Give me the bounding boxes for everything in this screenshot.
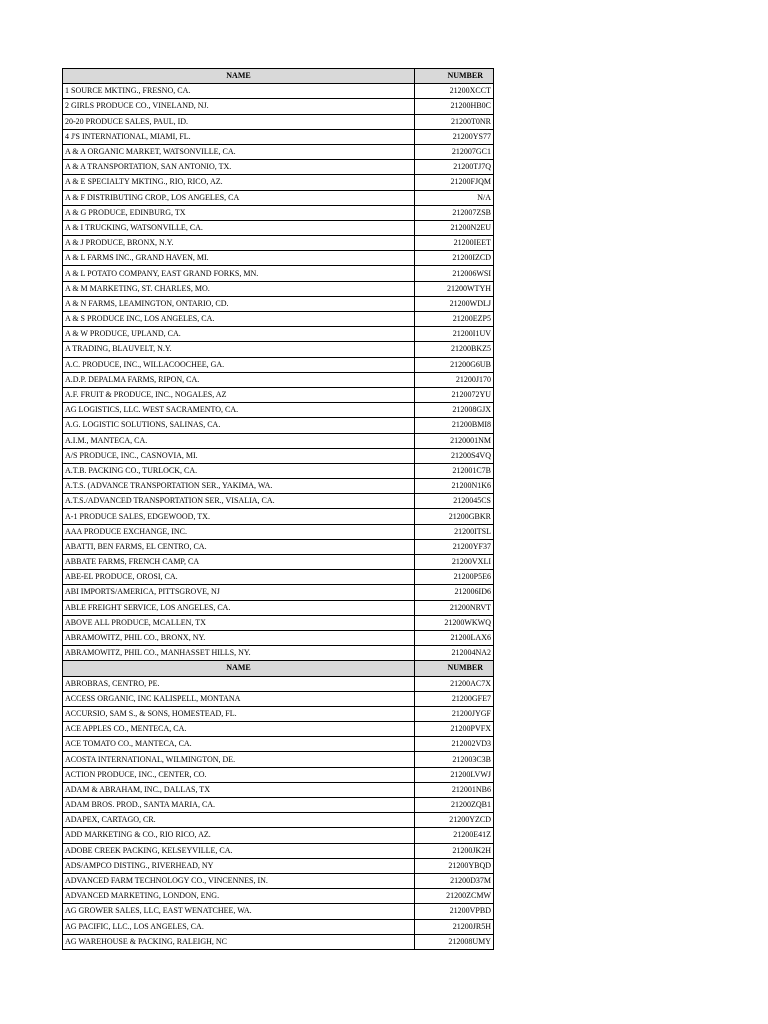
company-number-cell: 21200VPBD (415, 904, 494, 919)
company-name-cell: ADD MARKETING & CO., RIO RICO, AZ. (63, 828, 415, 843)
company-name-cell: A & E SPECIALTY MKTING., RIO, RICO, AZ. (63, 175, 415, 190)
table-row (63, 919, 494, 934)
company-name-cell: ABRAMOWITZ, PHIL CO., MANHASSET HILLS, NY. (63, 646, 415, 661)
table-row (63, 585, 494, 600)
table-row (63, 251, 494, 266)
company-name-cell: A & L POTATO COMPANY, EAST GRAND FORKS, MN. (63, 266, 415, 281)
company-number-cell: 21200GFE7 (415, 691, 494, 706)
company-name-cell: 1 SOURCE MKTING., FRESNO, CA. (63, 84, 415, 99)
table-row (63, 236, 494, 251)
company-number-cell: 21200T0NR (415, 114, 494, 129)
table-row (63, 160, 494, 175)
company-name-cell: A & M MARKETING, ST. CHARLES, MO. (63, 281, 415, 296)
company-name-cell: ADOBE CREEK PACKING, KELSEYVILLE, CA. (63, 843, 415, 858)
company-number-cell: 21200WKWQ (415, 615, 494, 630)
company-number-cell: 2120072YU (415, 387, 494, 402)
company-name-cell: AG PACIFIC, LLC., LOS ANGELES, CA. (63, 919, 415, 934)
company-name-cell: ABROBRAS, CENTRO, PE. (63, 676, 415, 691)
table-row (63, 509, 494, 524)
table-row (63, 873, 494, 888)
company-number-cell: 21200HB0C (415, 99, 494, 114)
table-row (63, 205, 494, 220)
company-name-cell: AG LOGISTICS, LLC. WEST SACRAMENTO, CA. (63, 403, 415, 418)
company-number-cell: 21200EZP5 (415, 312, 494, 327)
company-name-cell: A TRADING, BLAUVELT, N.Y. (63, 342, 415, 357)
company-number-cell: 212007GC1 (415, 144, 494, 159)
company-number-cell: 21200XCCT (415, 84, 494, 99)
table-row (63, 813, 494, 828)
table-row (63, 144, 494, 159)
header-row (63, 661, 494, 676)
company-number-cell: 21200WTYH (415, 281, 494, 296)
table-row (63, 114, 494, 129)
company-number-cell: 21200PVFX (415, 722, 494, 737)
table-row (63, 99, 494, 114)
table-row (63, 630, 494, 645)
table-row (63, 752, 494, 767)
header-row (63, 69, 494, 84)
table-row (63, 615, 494, 630)
company-name-cell: ADVANCED FARM TECHNOLOGY CO., VINCENNES, IN. (63, 873, 415, 888)
table-row (63, 296, 494, 311)
company-name-cell: ABATTI, BEN FARMS, EL CENTRO, CA. (63, 539, 415, 554)
company-number-cell: 21200VXLI (415, 555, 494, 570)
company-name-cell: ADS/AMPCO DISTING., RIVERHEAD, NY (63, 858, 415, 873)
company-number-cell: 21200IZCD (415, 251, 494, 266)
company-number-cell: 21200JK2H (415, 843, 494, 858)
company-name-cell: A & G PRODUCE, EDINBURG, TX (63, 205, 415, 220)
company-name-cell: A.F. FRUIT & PRODUCE, INC., NOGALES, AZ (63, 387, 415, 402)
table-row (63, 387, 494, 402)
company-number-cell: 2120045CS (415, 494, 494, 509)
company-number-cell: 21200D37M (415, 873, 494, 888)
name-column-header: NAME (63, 69, 415, 84)
company-name-cell: A.C. PRODUCE, INC., WILLACOOCHEE, GA. (63, 357, 415, 372)
company-name-cell: 4 J'S INTERNATIONAL, MIAMI, FL. (63, 129, 415, 144)
table-row (63, 403, 494, 418)
company-number-cell: 212008GJX (415, 403, 494, 418)
table-row (63, 737, 494, 752)
table-row (63, 84, 494, 99)
number-column-header: NUMBER (415, 69, 494, 84)
company-number-cell: 212008UMY (415, 934, 494, 949)
company-name-cell: ABLE FREIGHT SERVICE, LOS ANGELES, CA. (63, 600, 415, 615)
company-number-cell: 21200P5E6 (415, 570, 494, 585)
company-name-cell: ACE TOMATO CO., MANTECA, CA. (63, 737, 415, 752)
company-number-cell: 212007ZSB (415, 205, 494, 220)
company-name-cell: ABE-EL PRODUCE, OROSI, CA. (63, 570, 415, 585)
company-number-cell: 21200N1K6 (415, 479, 494, 494)
table-row (63, 266, 494, 281)
company-number-cell: 21200S4VQ (415, 448, 494, 463)
table-row (63, 767, 494, 782)
company-name-cell: A-1 PRODUCE SALES, EDGEWOOD, TX. (63, 509, 415, 524)
company-number-cell: 21200TJ7Q (415, 160, 494, 175)
table-row (63, 889, 494, 904)
company-name-cell: ACCURSIO, SAM S., & SONS, HOMESTEAD, FL. (63, 706, 415, 721)
table-row (63, 539, 494, 554)
table-row (63, 706, 494, 721)
company-number-cell: 212006ID6 (415, 585, 494, 600)
company-name-cell: ACCESS ORGANIC, INC KALISPELL, MONTANA (63, 691, 415, 706)
company-name-cell: ABOVE ALL PRODUCE, MCALLEN, TX (63, 615, 415, 630)
name-column-header: NAME (63, 661, 415, 676)
table-row (63, 312, 494, 327)
table-row (63, 798, 494, 813)
company-name-cell: ADAM & ABRAHAM, INC., DALLAS, TX (63, 782, 415, 797)
table-row (63, 418, 494, 433)
produce-directory-table (62, 68, 494, 950)
company-number-cell: 21200E41Z (415, 828, 494, 843)
company-number-cell: 21200JR5H (415, 919, 494, 934)
table-row (63, 357, 494, 372)
company-name-cell: A.D.P. DEPALMA FARMS, RIPON, CA. (63, 372, 415, 387)
table-row (63, 342, 494, 357)
company-number-cell: 21200FJQM (415, 175, 494, 190)
company-number-cell: 2120001NM (415, 433, 494, 448)
company-name-cell: ACTION PRODUCE, INC., CENTER, CO. (63, 767, 415, 782)
table-row (63, 479, 494, 494)
table-row (63, 600, 494, 615)
company-name-cell: A/S PRODUCE, INC., CASNOVIA, MI. (63, 448, 415, 463)
company-name-cell: ADVANCED MARKETING, LONDON, ENG. (63, 889, 415, 904)
number-column-header: NUMBER (415, 661, 494, 676)
company-name-cell: AAA PRODUCE EXCHANGE, INC. (63, 524, 415, 539)
company-number-cell: 21200ZQB1 (415, 798, 494, 813)
table-row (63, 372, 494, 387)
company-number-cell: 21200YZCD (415, 813, 494, 828)
table-row (63, 843, 494, 858)
table-row (63, 190, 494, 205)
table-row (63, 722, 494, 737)
company-name-cell: A & I TRUCKING, WATSONVILLE, CA. (63, 220, 415, 235)
company-name-cell: ADAPEX, CARTAGO, CR. (63, 813, 415, 828)
company-number-cell: 21200JYGF (415, 706, 494, 721)
company-name-cell: 2 GIRLS PRODUCE CO., VINELAND, NJ. (63, 99, 415, 114)
company-name-cell: A & S PRODUCE INC, LOS ANGELES, CA. (63, 312, 415, 327)
company-name-cell: A.G. LOGISTIC SOLUTIONS, SALINAS, CA. (63, 418, 415, 433)
company-number-cell: 21200G6UB (415, 357, 494, 372)
table-row (63, 691, 494, 706)
table-row (63, 782, 494, 797)
table-row (63, 494, 494, 509)
table-row (63, 463, 494, 478)
company-number-cell: 212002VD3 (415, 737, 494, 752)
company-name-cell: A & N FARMS, LEAMINGTON, ONTARIO, CD. (63, 296, 415, 311)
company-number-cell: 212004NA2 (415, 646, 494, 661)
company-number-cell: 21200BMI8 (415, 418, 494, 433)
company-number-cell: 21200YF37 (415, 539, 494, 554)
table-row (63, 828, 494, 843)
company-name-cell: ACE APPLES CO., MENTECA, CA. (63, 722, 415, 737)
table-row (63, 676, 494, 691)
table-row (63, 327, 494, 342)
table-row (63, 524, 494, 539)
company-name-cell: ACOSTA INTERNATIONAL, WILMINGTON, DE. (63, 752, 415, 767)
table-row (63, 220, 494, 235)
company-name-cell: A & J PRODUCE, BRONX, N.Y. (63, 236, 415, 251)
company-number-cell: 21200J170 (415, 372, 494, 387)
table-row (63, 934, 494, 949)
company-name-cell: A & W PRODUCE, UPLAND, CA. (63, 327, 415, 342)
company-name-cell: ABI IMPORTS/AMERICA, PITTSGROVE, NJ (63, 585, 415, 600)
company-number-cell: 21200LVWJ (415, 767, 494, 782)
company-name-cell: ABBATE FARMS, FRENCH CAMP, CA (63, 555, 415, 570)
table-row (63, 858, 494, 873)
company-name-cell: A.T.B. PACKING CO., TURLOCK, CA. (63, 463, 415, 478)
table-body (63, 69, 494, 950)
table-row (63, 433, 494, 448)
company-number-cell: 21200BKZ5 (415, 342, 494, 357)
company-number-cell: 21200N2EU (415, 220, 494, 235)
company-name-cell: A.T.S./ADVANCED TRANSPORTATION SER., VISALIA, CA. (63, 494, 415, 509)
company-number-cell: 21200WDLJ (415, 296, 494, 311)
company-number-cell: 21200IEET (415, 236, 494, 251)
company-name-cell: ABRAMOWITZ, PHIL CO., BRONX, NY. (63, 630, 415, 645)
table-row (63, 904, 494, 919)
company-number-cell: 21200YBQD (415, 858, 494, 873)
company-name-cell: A & A TRANSPORTATION, SAN ANTONIO, TX. (63, 160, 415, 175)
company-number-cell: 21200LAX6 (415, 630, 494, 645)
table-row (63, 448, 494, 463)
table-row (63, 281, 494, 296)
table-row (63, 570, 494, 585)
company-name-cell: 20-20 PRODUCE SALES, PAUL, ID. (63, 114, 415, 129)
company-name-cell: A.I.M., MANTECA, CA. (63, 433, 415, 448)
company-number-cell: 21200ITSL (415, 524, 494, 539)
company-number-cell: 212006WSI (415, 266, 494, 281)
company-name-cell: AG GROWER SALES, LLC, EAST WENATCHEE, WA. (63, 904, 415, 919)
company-number-cell: 21200YS77 (415, 129, 494, 144)
company-number-cell: 21200ZCMW (415, 889, 494, 904)
company-name-cell: AG WAREHOUSE & PACKING, RALEIGH, NC (63, 934, 415, 949)
company-number-cell: 212001C7B (415, 463, 494, 478)
company-number-cell: N/A (415, 190, 494, 205)
company-name-cell: A & F DISTRIBUTING CROP., LOS ANGELES, CA (63, 190, 415, 205)
company-name-cell: A & A ORGANIC MARKET, WATSONVILLE, CA. (63, 144, 415, 159)
company-name-cell: ADAM BROS. PROD., SANTA MARIA, CA. (63, 798, 415, 813)
company-number-cell: 212003C3B (415, 752, 494, 767)
company-name-cell: A & L FARMS INC., GRAND HAVEN, MI. (63, 251, 415, 266)
table-row (63, 555, 494, 570)
company-number-cell: 21200NRVT (415, 600, 494, 615)
company-number-cell: 21200AC7X (415, 676, 494, 691)
company-name-cell: A.T.S. (ADVANCE TRANSPORTATION SER., YAKIMA, WA. (63, 479, 415, 494)
table-row (63, 646, 494, 661)
company-number-cell: 212001NB6 (415, 782, 494, 797)
company-number-cell: 21200GBKR (415, 509, 494, 524)
table-row (63, 129, 494, 144)
table-row (63, 175, 494, 190)
company-number-cell: 21200I1UV (415, 327, 494, 342)
